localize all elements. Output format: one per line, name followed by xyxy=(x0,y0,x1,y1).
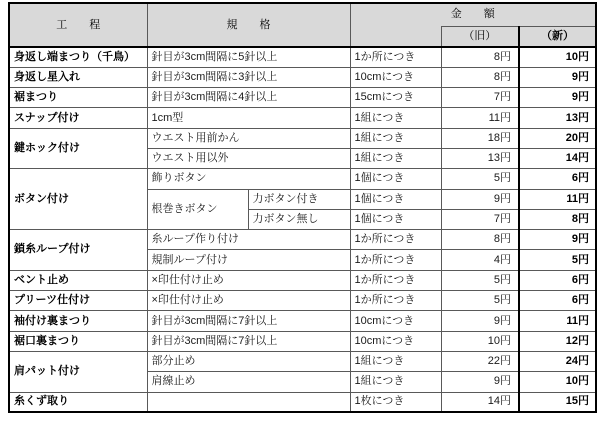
unit-cell: 1組につき xyxy=(350,148,441,168)
new-price-cell: 11円 xyxy=(519,311,596,331)
unit-cell: 10cmにつき xyxy=(350,67,441,87)
process-cell: 身返し端まつり（千鳥） xyxy=(9,47,147,67)
old-price-cell: 11円 xyxy=(441,108,519,128)
process-cell: スナップ付け xyxy=(9,108,147,128)
process-cell: ベント止め xyxy=(9,270,147,290)
unit-cell: 10cmにつき xyxy=(350,311,441,331)
old-price-cell: 5円 xyxy=(441,291,519,311)
process-cell: 袖付け裏まつり xyxy=(9,311,147,331)
unit-cell: 1枚につき xyxy=(350,392,441,412)
old-price-cell: 4円 xyxy=(441,250,519,270)
unit-cell: 1個につき xyxy=(350,209,441,229)
old-price-cell: 9円 xyxy=(441,311,519,331)
unit-cell: 1組につき xyxy=(350,372,441,392)
spec-cell: 針目が3cm間隔に5針以上 xyxy=(147,47,350,67)
process-cell: 鎖糸ループ付け xyxy=(9,230,147,271)
old-price-cell: 7円 xyxy=(441,88,519,108)
old-price-cell: 22円 xyxy=(441,351,519,371)
spec-cell: ×印仕付け止め xyxy=(147,270,350,290)
header-unit-empty xyxy=(350,26,441,47)
spec-cell: 針目が3cm間隔に7針以上 xyxy=(147,311,350,331)
unit-cell: 1か所につき xyxy=(350,291,441,311)
new-price-cell: 9円 xyxy=(519,230,596,250)
table-row xyxy=(9,47,596,67)
spec-cell xyxy=(147,392,350,412)
unit-cell: 1か所につき xyxy=(350,250,441,270)
process-cell: 糸くず取り xyxy=(9,392,147,412)
new-price-cell: 9円 xyxy=(519,88,596,108)
new-price-cell: 15円 xyxy=(519,392,596,412)
unit-cell: 1個につき xyxy=(350,169,441,189)
table-row xyxy=(9,128,596,148)
table-row xyxy=(9,108,596,128)
spec-cell: 部分止め xyxy=(147,351,350,371)
old-price-cell: 8円 xyxy=(441,67,519,87)
header-spec: 規 格 xyxy=(147,3,350,47)
header-amount: 金 額 xyxy=(350,3,596,26)
spec-cell: 針目が3cm間隔に4針以上 xyxy=(147,88,350,108)
spec-cell: 規制ループ付け xyxy=(147,250,350,270)
header-new-price: （新） xyxy=(519,26,596,47)
new-price-cell: 11円 xyxy=(519,189,596,209)
old-price-cell: 13円 xyxy=(441,148,519,168)
spec-cell: 肩線止め xyxy=(147,372,350,392)
new-price-cell: 10円 xyxy=(519,372,596,392)
new-price-cell: 12円 xyxy=(519,331,596,351)
process-cell: 肩パット付け xyxy=(9,351,147,392)
new-price-cell: 5円 xyxy=(519,250,596,270)
unit-cell: 1組につき xyxy=(350,108,441,128)
old-price-cell: 9円 xyxy=(441,372,519,392)
new-price-cell: 6円 xyxy=(519,291,596,311)
spec-cell: 1cm型 xyxy=(147,108,350,128)
sub-spec-cell: 力ボタン付き xyxy=(248,189,350,209)
unit-cell: 15cmにつき xyxy=(350,88,441,108)
unit-cell: 1か所につき xyxy=(350,270,441,290)
new-price-cell: 24円 xyxy=(519,351,596,371)
spec-cell: ×印仕付け止め xyxy=(147,291,350,311)
spec-cell: 糸ループ作り付け xyxy=(147,230,350,250)
process-cell: 裾口裏まつり xyxy=(9,331,147,351)
unit-cell: 1か所につき xyxy=(350,47,441,67)
old-price-cell: 10円 xyxy=(441,331,519,351)
table-row xyxy=(9,351,596,371)
process-cell: 鍵ホック付け xyxy=(9,128,147,169)
process-cell: 裾まつり xyxy=(9,88,147,108)
table-row xyxy=(9,230,596,250)
sub-spec-cell: 力ボタン無し xyxy=(248,209,350,229)
table-row xyxy=(9,88,596,108)
old-price-cell: 5円 xyxy=(441,270,519,290)
price-table xyxy=(8,2,597,413)
new-price-cell: 20円 xyxy=(519,128,596,148)
process-cell: プリーツ仕付け xyxy=(9,291,147,311)
old-price-cell: 5円 xyxy=(441,169,519,189)
process-cell: ボタン付け xyxy=(9,169,147,230)
table-row xyxy=(9,270,596,290)
new-price-cell: 14円 xyxy=(519,148,596,168)
old-price-cell: 8円 xyxy=(441,230,519,250)
spec-cell: 針目が3cm間隔に7針以上 xyxy=(147,331,350,351)
process-cell: 身返し星入れ xyxy=(9,67,147,87)
spec-cell: ウエスト用以外 xyxy=(147,148,350,168)
new-price-cell: 6円 xyxy=(519,270,596,290)
spec-cell: 根巻きボタン xyxy=(147,189,248,230)
unit-cell: 1組につき xyxy=(350,351,441,371)
new-price-cell: 6円 xyxy=(519,169,596,189)
table-row xyxy=(9,331,596,351)
spec-cell: 飾りボタン xyxy=(147,169,350,189)
unit-cell: 1組につき xyxy=(350,128,441,148)
header-old-price: （旧） xyxy=(441,26,519,47)
new-price-cell: 10円 xyxy=(519,47,596,67)
table-row xyxy=(9,311,596,331)
old-price-cell: 7円 xyxy=(441,209,519,229)
old-price-cell: 8円 xyxy=(441,47,519,67)
table-row xyxy=(9,392,596,412)
table-row xyxy=(9,169,596,189)
old-price-cell: 18円 xyxy=(441,128,519,148)
unit-cell: 1個につき xyxy=(350,189,441,209)
table-row xyxy=(9,67,596,87)
old-price-cell: 9円 xyxy=(441,189,519,209)
new-price-cell: 13円 xyxy=(519,108,596,128)
spec-cell: ウエスト用前かん xyxy=(147,128,350,148)
old-price-cell: 14円 xyxy=(441,392,519,412)
unit-cell: 10cmにつき xyxy=(350,331,441,351)
table-row xyxy=(9,291,596,311)
unit-cell: 1か所につき xyxy=(350,230,441,250)
new-price-cell: 8円 xyxy=(519,209,596,229)
new-price-cell: 9円 xyxy=(519,67,596,87)
header-process: 工 程 xyxy=(9,3,147,47)
spec-cell: 針目が3cm間隔に3針以上 xyxy=(147,67,350,87)
